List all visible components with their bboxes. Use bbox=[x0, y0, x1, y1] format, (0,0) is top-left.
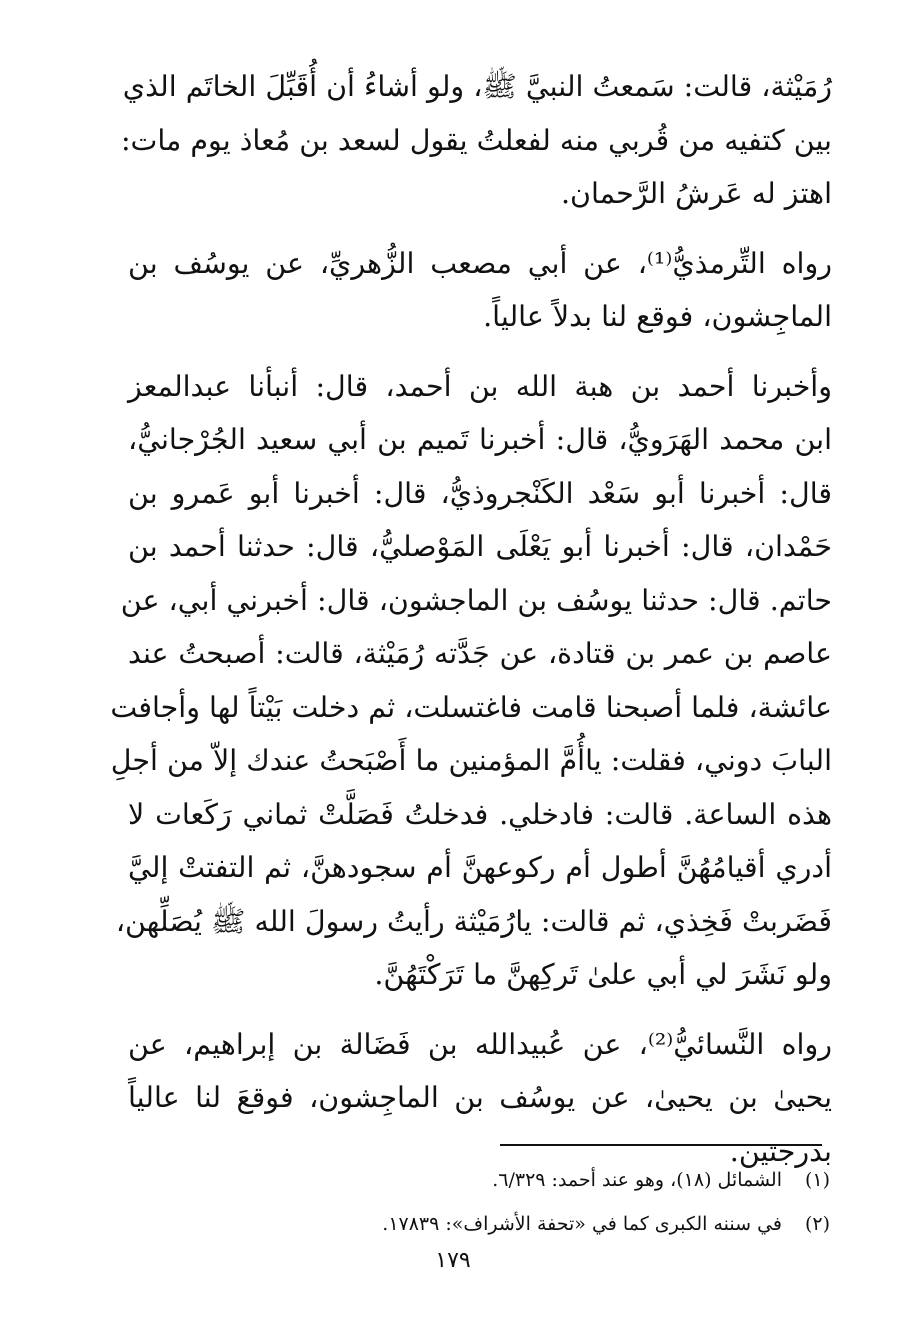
text-line: رواه التِّرمذيُّ⁽¹⁾، عن أبي مصعب الزُّهريِّ، عن يوسُف بن bbox=[128, 246, 832, 280]
page-number: ١٧٩ bbox=[435, 1248, 471, 1273]
paragraph-nasai-narration bbox=[128, 1018, 832, 1179]
text-line: رُمَيْثة، قالت: سَمعتُ النبيَّ ﷺ، ولو أشاءُ أن أُقَبِّلَ الخاتَم الذي bbox=[122, 70, 832, 103]
paragraph-hadith-text bbox=[120, 60, 832, 221]
text-line: حَمْدان، قال: أخبرنا أبو يَعْلَى المَوْصليُّ، قال: حدثنا أحمد بن bbox=[128, 530, 832, 563]
footnote-1 bbox=[310, 1158, 830, 1202]
text-line: الماجِشون، فوقع لنا بدلاً عالياً. bbox=[483, 300, 832, 333]
text-line: بدرجتين. bbox=[729, 1134, 832, 1168]
footnote-text: في سننه الكبرى كما في «تحفة الأشراف»: ١٧٨٣٩. bbox=[382, 1213, 782, 1235]
text-line: أدري أقيامُهُنَّ أطول أم ركوعهنَّ أم سجودهنَّ، ثم التفتتْ إليَّ bbox=[128, 851, 832, 884]
text-line: فَضَربتْ فَخِذي، ثم قالت: يارُمَيْثة رأيتُ رسولَ الله ﷺ يُصَلِّهن، bbox=[115, 904, 832, 938]
text-line: ولو نَشَرَ لي أبي علىٰ تَركِهنَّ ما تَرَكْتَهُنَّ. bbox=[374, 958, 832, 991]
footnote-2 bbox=[310, 1202, 830, 1246]
main-text bbox=[110, 60, 832, 1194]
text-line: عاصم بن عمر بن قتادة، عن جَدَّته رُمَيْثة، قالت: أصبحتُ عند bbox=[128, 637, 832, 670]
footnote-text: الشمائل (١٨)، وهو عند أحمد: ٦/٣٢٩. bbox=[492, 1169, 782, 1191]
footnotes bbox=[310, 1158, 830, 1246]
text-line: ابن محمد الهَرَويُّ، قال: أخبرنا تَميم بن أبي سعيد الجُرْجانيُّ، bbox=[128, 423, 832, 456]
text-line: بين كتفيه من قُربي منه لفعلتُ يقول لسعد بن مُعاذ يوم مات: bbox=[120, 123, 832, 157]
footnote-number: (١) bbox=[804, 1169, 830, 1191]
text-line: رواه النَّسائيُّ⁽²⁾، عن عُبيدالله بن فَضَالة بن إبراهيم، عن bbox=[128, 1027, 832, 1061]
text-line: اهتز له عَرشُ الرَّحمان. bbox=[560, 177, 832, 210]
text-line: حاتم. قال: حدثنا يوسُف بن الماجشون، قال: أخبرني أبي، عن bbox=[120, 583, 832, 617]
text-line: يحيىٰ بن يحيىٰ، عن يوسُف بن الماجِشون، فوقعَ لنا عالياً bbox=[128, 1081, 832, 1114]
paragraph-isnad-and-hadith bbox=[110, 360, 832, 1002]
footnote-divider bbox=[500, 1144, 822, 1146]
text-line: وأخبرنا أحمد بن هبة الله بن أحمد، قال: أنبأنا عبدالمعز bbox=[128, 369, 832, 403]
text-line: قال: أخبرنا أبو سَعْد الكَنْجروذيُّ، قال: أخبرنا أبو عَمرو بن bbox=[128, 476, 832, 510]
text-line: البابَ دوني، فقلت: ياأُمَّ المؤمنين ما أَصْبَحتُ عندك إلاّ من أجلِ bbox=[110, 744, 832, 777]
text-line: عائشة، فلما أصبحنا قامت فاغتسلت، ثم دخلت بَيْتاً لها وأجافت bbox=[110, 690, 832, 724]
footnote-number: (٢) bbox=[804, 1213, 830, 1235]
paragraph-tirmidhi-narration bbox=[128, 237, 832, 344]
text-line: هذه الساعة. قالت: فادخلي. فدخلتُ فَصَلَّتْ ثماني رَكَعات لا bbox=[128, 797, 832, 831]
